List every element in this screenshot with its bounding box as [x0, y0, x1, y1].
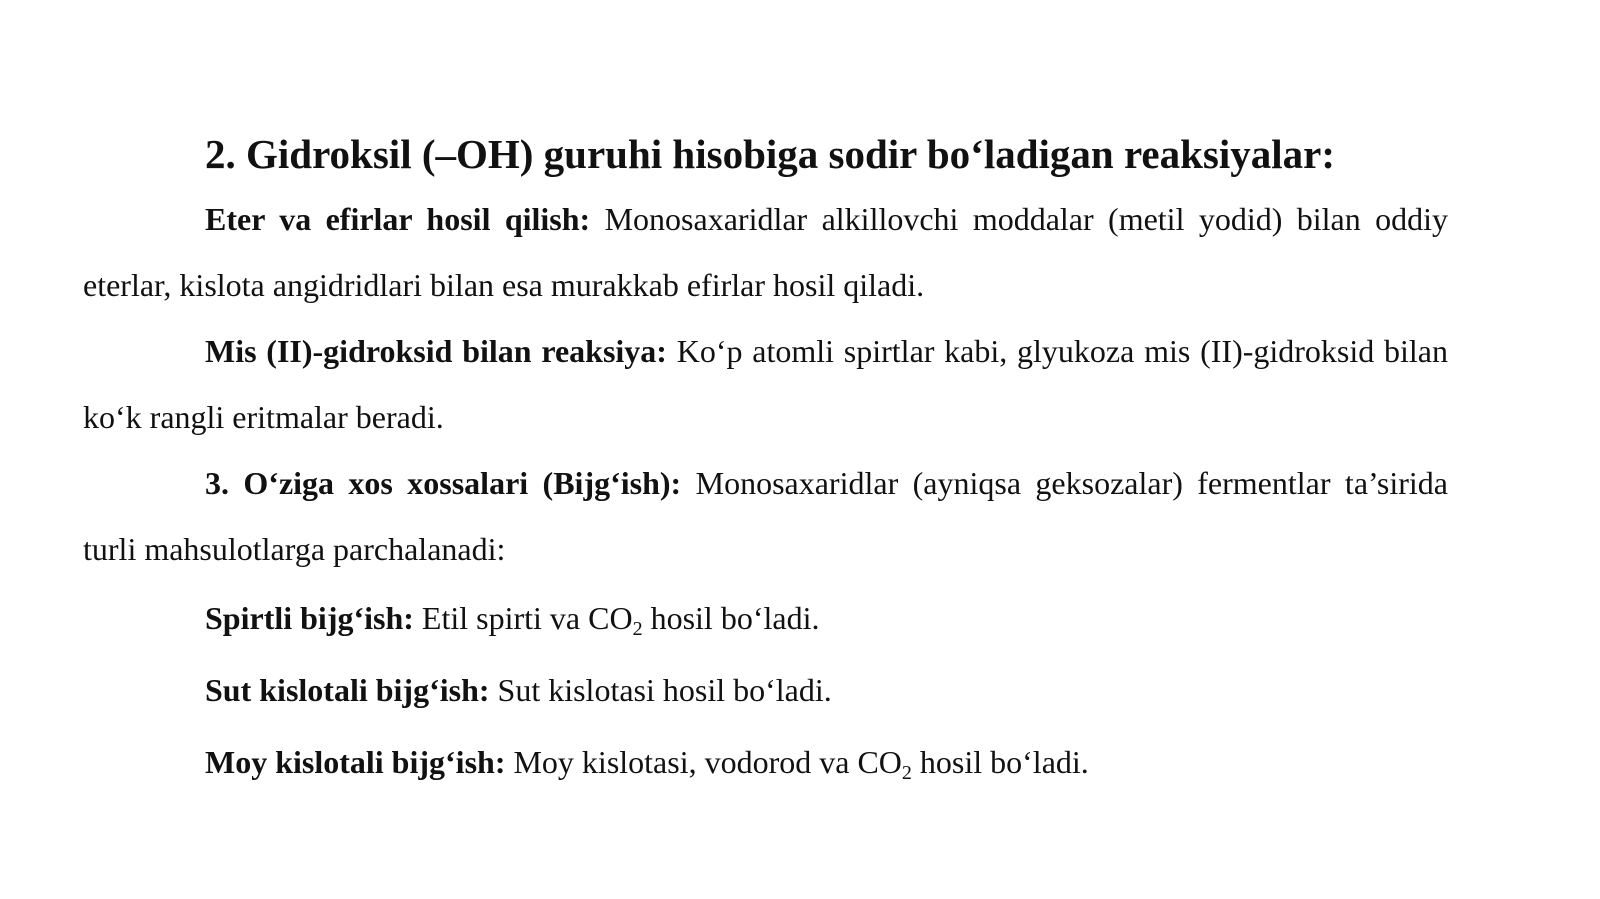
paragraph-ethers-esters: [83, 186, 1448, 318]
term-copper-hydroxide: Mis (II)-gidroksid bilan reaksiya:: [205, 333, 667, 369]
text-ethers-esters: Monosaxaridlar alkillovchi moddalar (metil yodid) bilan oddiy eterlar, kislota angidridlari bilan esa murakkab efirlar hosil qiladi.: [83, 201, 1449, 303]
item-lactic-fermentation: [83, 654, 1448, 726]
subscript-two: 2: [901, 762, 912, 784]
term-ethers-esters: Eter va efirlar hosil qilish:: [205, 201, 591, 237]
term-lactic-fermentation: Sut kislotali bijg‘ish:: [205, 672, 490, 708]
term-butyric-fermentation: Moy kislotali bijg‘ish:: [205, 744, 506, 780]
text-fermentation: Monosaxaridlar (ayniqsa geksozalar) fermentlar ta’sirida turli mahsulotlarga parchalanadi:: [83, 465, 1449, 567]
subscript-two: 2: [632, 618, 643, 640]
item-alcoholic-fermentation: [83, 582, 1448, 654]
text-alcoholic-fermentation-a: Etil spirti va CO: [413, 600, 633, 636]
text-butyric-fermentation-b: hosil bo‘ladi.: [911, 744, 1089, 780]
text-butyric-fermentation-a: Moy kislotasi, vodorod va CO: [505, 744, 902, 780]
text-alcoholic-fermentation-b: hosil bo‘ladi.: [642, 600, 820, 636]
paragraph-copper-hydroxide: [83, 318, 1448, 450]
section-heading: 2. Gidroksil (–OH) guruhi hisobiga sodir bo‘ladigan reaksiyalar:: [205, 131, 1336, 177]
text-copper-hydroxide: Ko‘p atomli spirtlar kabi, glyukoza mis (II)-gidroksid bilan ko‘k rangli eritmalar beradi.: [83, 333, 1449, 435]
paragraph-fermentation: [83, 450, 1448, 582]
document-body: [83, 128, 1448, 798]
text-lactic-fermentation: Sut kislotasi hosil bo‘ladi.: [489, 672, 832, 708]
item-butyric-fermentation: [83, 726, 1448, 798]
term-fermentation: 3. O‘ziga xos xossalari (Bijg‘ish):: [205, 465, 682, 501]
term-alcoholic-fermentation: Spirtli bijg‘ish:: [205, 600, 414, 636]
